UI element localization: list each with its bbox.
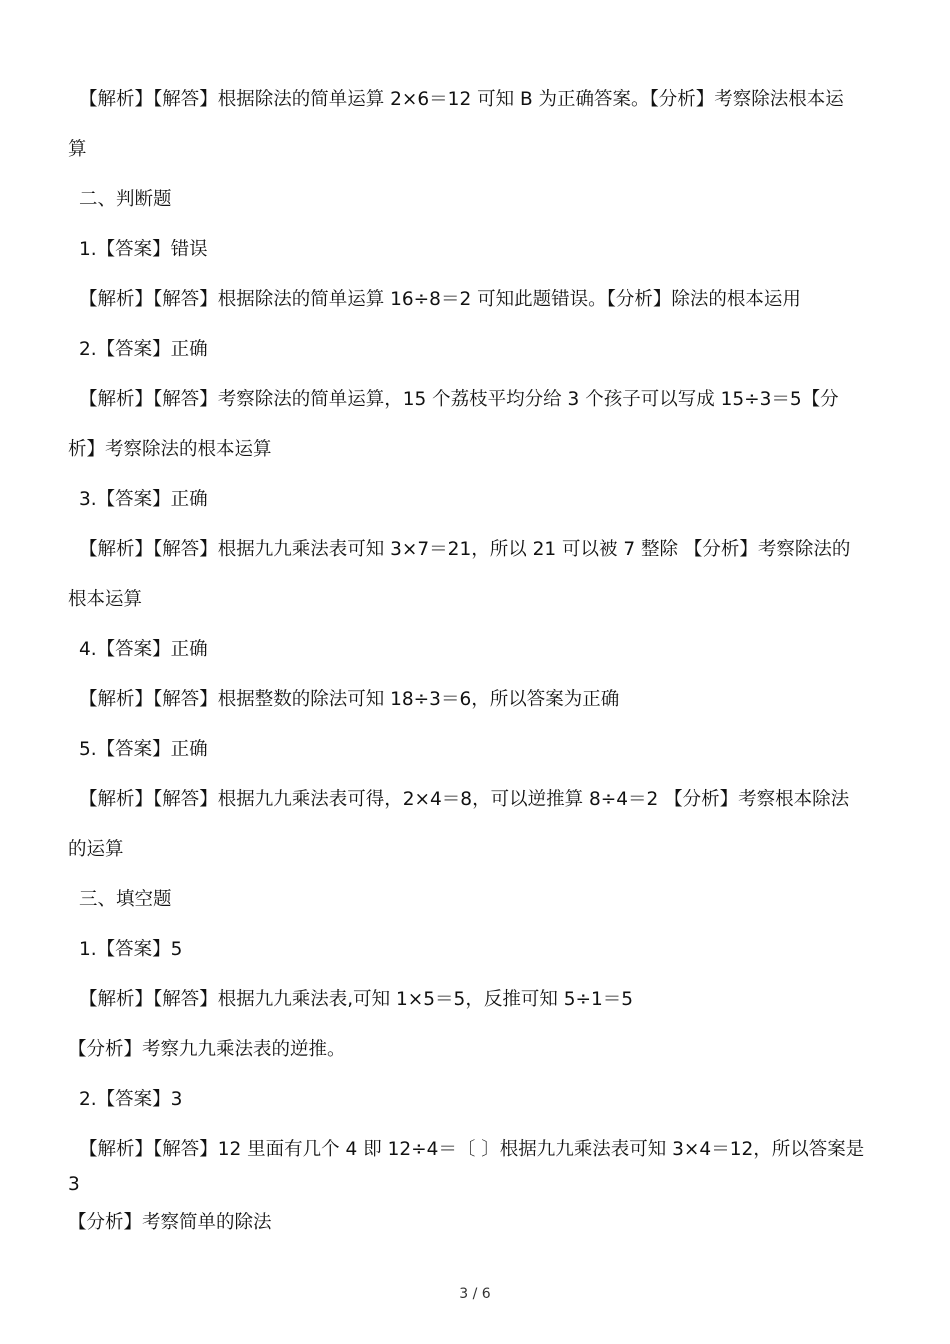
text-line: 【分析】考察简单的除法 bbox=[68, 1212, 272, 1233]
page-number: 3 / 6 bbox=[459, 1286, 491, 1302]
text-line: 算 bbox=[68, 139, 87, 160]
answer-line: 4.【答案】正确 bbox=[79, 639, 208, 660]
section-heading: 二、判断题 bbox=[79, 189, 172, 210]
text-line: 【解析】【解答】根据九九乘法表,可知 1×5＝5，反推可知 5÷1＝5 bbox=[79, 989, 634, 1010]
section-heading: 三、填空题 bbox=[79, 889, 172, 910]
text-line: 【解析】【解答】根据除法的简单运算 16÷8＝2 可知此题错误。【分析】除法的根本运用 bbox=[79, 289, 801, 310]
text-line: 【解析】【解答】考察除法的简单运算，15 个荔枝平均分给 3 个孩子可以写成 15÷3＝5【分 bbox=[79, 389, 839, 410]
text-line: 析】考察除法的根本运算 bbox=[68, 439, 272, 460]
answer-line: 2.【答案】3 bbox=[79, 1089, 183, 1110]
answer-line: 5.【答案】正确 bbox=[79, 739, 208, 760]
text-line: 【解析】【解答】12 里面有几个 4 即 12÷4＝〔 〕根据九九乘法表可知 3×4＝12，所以答案是 bbox=[79, 1139, 865, 1160]
text-line: 【分析】考察九九乘法表的逆推。 bbox=[68, 1039, 346, 1060]
answer-line: 1.【答案】错误 bbox=[79, 239, 208, 260]
text-line: 根本运算 bbox=[68, 589, 143, 610]
answer-line: 1.【答案】5 bbox=[79, 939, 183, 960]
text-line: 【解析】【解答】根据九九乘法表可得，2×4＝8，可以逆推算 8÷4＝2 【分析】考察根本除法 bbox=[79, 789, 850, 810]
text-line: 【解析】【解答】根据九九乘法表可知 3×7＝21，所以 21 可以被 7 整除 【分析】考察除法的 bbox=[79, 539, 851, 560]
text-line: 【解析】【解答】根据整数的除法可知 18÷3＝6，所以答案为正确 bbox=[79, 689, 620, 710]
text-line: 3 bbox=[68, 1174, 80, 1195]
text-line: 【解析】【解答】根据除法的简单运算 2×6＝12 可知 B 为正确答案。【分析】考察除法根本运 bbox=[79, 89, 844, 110]
text-line: 的运算 bbox=[68, 839, 124, 860]
answer-line: 2.【答案】正确 bbox=[79, 339, 208, 360]
answer-line: 3.【答案】正确 bbox=[79, 489, 208, 510]
